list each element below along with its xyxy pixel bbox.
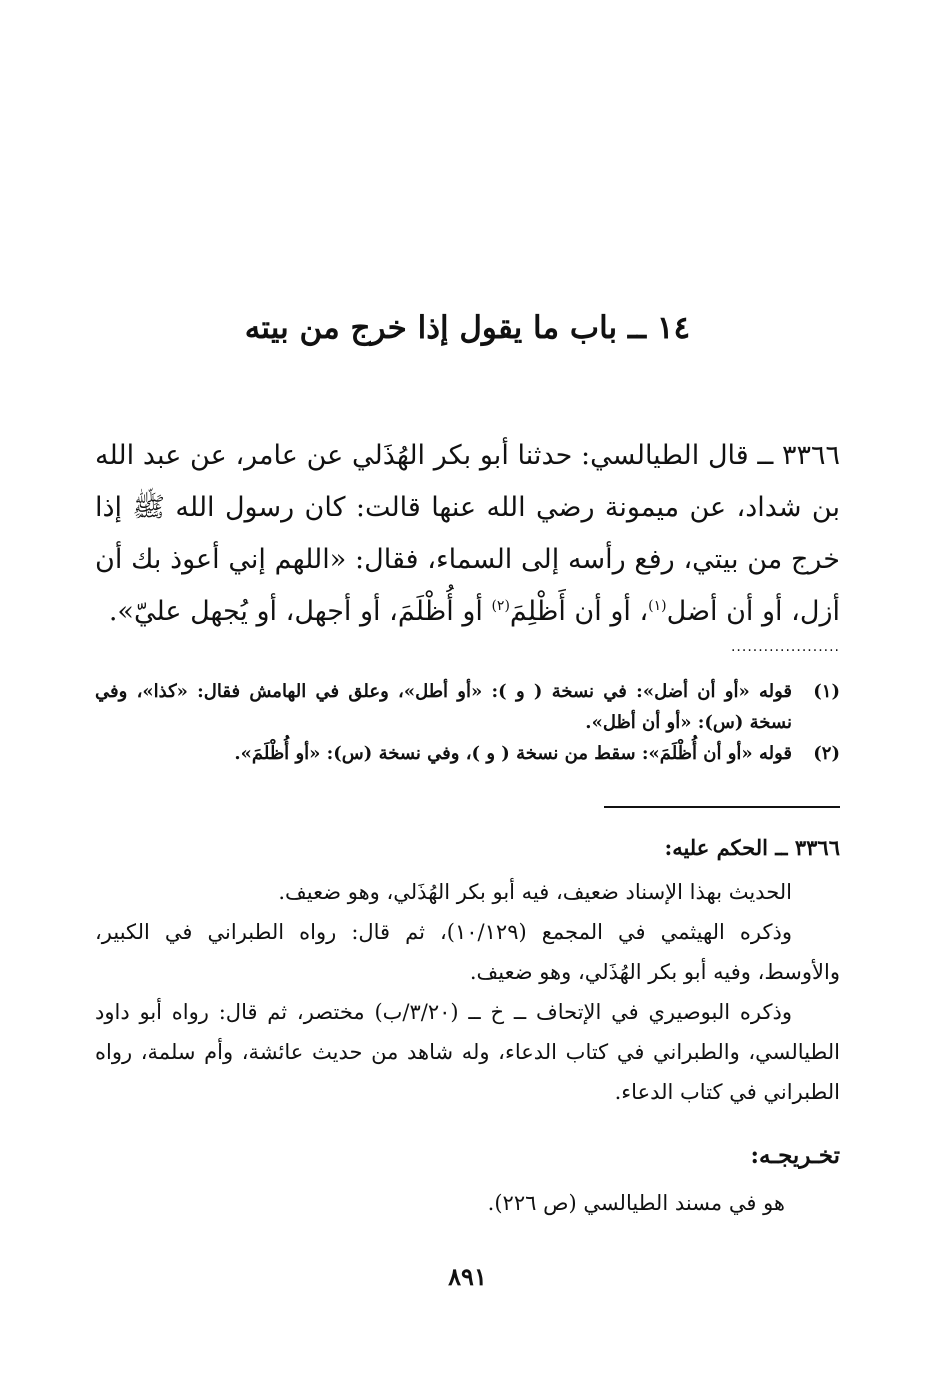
verdict-heading: ٣٣٦٦ ــ الحكم عليه: xyxy=(664,835,840,860)
hadith-text xyxy=(95,430,840,638)
footnote-ref-1: (١) xyxy=(648,598,667,614)
footnote-2-text: قوله «أو أن أُظْلَمَ»: سقط من نسخة ( و )، وفي نسخة (س): «أو أُظْلَمَ». xyxy=(234,743,792,764)
hadith-text-part-2: ، أو أن أَظْلِمَ xyxy=(509,596,649,627)
footnote-1 xyxy=(95,676,840,738)
footnote-1-text: قوله «أو أن أضل»: في نسخة ( و ): «أو أطل»، وعلق في الهامش فقال: «كذا»، وفي نسخة (س): «أو أن أظل». xyxy=(95,681,792,733)
footnote-ref-2: (٢) xyxy=(491,598,510,614)
hadith-text-part-1: ٣٣٦٦ ــ قال الطيالسي: حدثنا أبو بكر الهُذَلي عن عامر، عن عبد الله بن شداد، عن ميمونة رضي الله عنها قالت: كان رسول الله ﷺ إذا خرج من بيتي، رفع رأسه إلى السماء، فقال: «اللهم إني أعوذ بك أن أزل، أو أن أضل xyxy=(95,440,840,627)
footnotes-block xyxy=(95,676,840,769)
verdict-paragraph-1: الحديث بهذا الإسناد ضعيف، فيه أبو بكر الهُذَلي، وهو ضعيف. xyxy=(278,880,792,904)
section-separator-line xyxy=(604,806,840,808)
chapter-title: ١٤ ــ باب ما يقول إذا خرج من بيته xyxy=(244,310,691,346)
footnote-1-number: (١) xyxy=(813,681,840,702)
verdict-paragraph-2: وذكره الهيثمي في المجمع (١٠/١٢٩)، ثم قال: رواه الطبراني في الكبير، والأوسط، وفيه أبو بكر الهُذَلي، وهو ضعيف. xyxy=(95,920,840,984)
footnote-2 xyxy=(95,738,840,769)
takhrij-text: هو في مسند الطيالسي (ص ٢٢٦). xyxy=(487,1191,785,1215)
hadith-text-part-3: أو أُظْلَمَ، أو أجهل، أو يُجهل عليّ». xyxy=(108,596,492,627)
footnote-2-number: (٢) xyxy=(813,743,840,764)
page-number: ٨٩١ xyxy=(448,1262,487,1291)
verdict-paragraph-3: وذكره البوصيري في الإتحاف ــ خ ــ (٣/٢٠/ب) مختصر، ثم قال: رواه أبو داود الطيالسي، والطبراني في كتاب الدعاء، وله شاهد من حديث عائشة، وأم سلمة، رواه الطبراني في كتاب الدعاء. xyxy=(95,1000,840,1104)
book-page xyxy=(95,0,840,1373)
verdict-commentary xyxy=(95,872,840,1112)
footnote-dots-separator: .................... xyxy=(730,640,840,654)
takhrij-heading: تخـريجـه: xyxy=(750,1142,840,1169)
